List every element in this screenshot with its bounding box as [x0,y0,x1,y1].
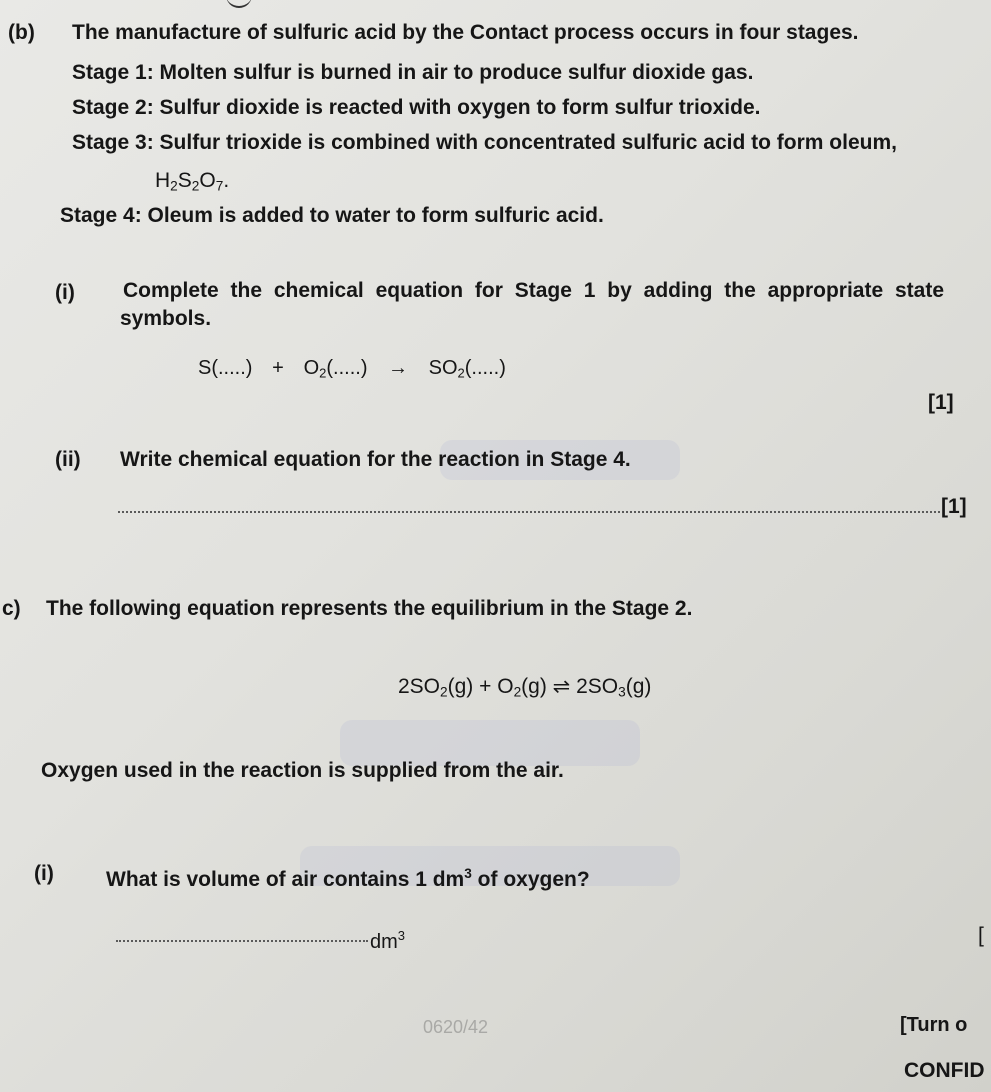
stage-4-name: Stage 4: [60,204,142,227]
eq-so2-n: 2 [457,365,465,381]
stage-4-text: Oleum is added to water to form sulfuric acid. [147,204,604,227]
stage-2-text: Sulfur dioxide is reacted with oxygen to form sulfur trioxide. [159,96,761,119]
page-edge-mark [226,0,252,8]
stage-1-name: Stage 1: [72,61,154,84]
answer-unit-sup: 3 [397,928,406,943]
formula-o: O [199,169,216,192]
confidential-label: CONFID [904,1059,985,1082]
q-b-i-marks: [1] [928,391,954,414]
q-b-i-text-after: by adding the appropriate state [607,279,945,302]
q-c-i-sup: 3 [464,866,472,881]
answer-line-c-i[interactable] [116,940,368,942]
stage-1 [72,60,753,86]
q-b-ii-text [120,447,631,473]
eq-oxygen-state: (.....) [326,357,368,379]
q-c-i-text-end: of oxygen? [477,868,590,892]
eq-oxygen: O [303,357,320,379]
eq-sulfur: S(.....) [198,357,253,379]
q-b-ii-text-main: Write chemical equation for the reaction in [120,448,545,471]
eq-c-equilibrium-arrow: ⇌ [552,675,571,698]
q-b-i-label: (i) [55,281,75,304]
part-b-label: (b) [8,21,35,44]
q-c-i-label: (i) [34,862,54,885]
paper-code: 0620/42 [423,1017,489,1037]
turn-over: [Turn o [900,1014,968,1036]
stage-3 [72,130,897,156]
stage2-equilibrium-equation [398,674,651,705]
eq-so2: SO [428,357,458,379]
part-c-text-main: The following equation represents the equilibrium in the [46,597,607,620]
q-c-i-text [106,861,590,893]
q-b-ii-text-bold: Stage 4. [550,448,631,471]
stage-3-text: Sulfur trioxide is combined with concentrated sulfuric acid to form oleum, [159,131,897,154]
eq-c-lhs-state: (g) + O [447,675,514,698]
eq-c-o2-n: 2 [513,684,522,700]
stage-1-text: Molten sulfur is burned in air to produce sulfur dioxide gas. [159,61,754,84]
eq-c-so2-n: 2 [440,684,448,700]
eq-so2-state: (.....) [464,357,506,379]
part-b-intro: The manufacture of sulfuric acid by the Contact process occurs in four stages. [72,21,859,44]
oleum-formula [155,168,229,199]
formula-h-n: 2 [170,178,178,194]
eq-c-so3-state: (g) [625,675,652,698]
q-b-i-text-before: Complete the chemical equation for [123,279,503,302]
q-c-i-text-main: What is volume of air contains 1 dm [106,868,465,892]
part-c-label: c) [2,597,21,620]
answer-unit-dm: dm [370,930,398,953]
formula-end: . [223,169,230,192]
stage1-equation [198,355,506,386]
stage-2-name: Stage 2: [72,96,154,119]
stage-2 [72,95,760,121]
answer-line-b-ii[interactable] [118,511,940,513]
eq-arrow: → [388,357,409,379]
answer-unit [370,923,405,955]
q-c-i-marks: [ [978,924,984,947]
formula-s: S [177,169,192,192]
formula-h: H [155,169,171,192]
stage-3-name: Stage 3: [72,131,154,154]
q-b-ii-label: (ii) [55,448,81,471]
q-b-i-text [123,278,944,304]
eq-c-so2: 2SO [398,675,441,698]
formula-s-n: 2 [191,178,200,194]
eq-plus: + [272,357,284,379]
stage-4 [60,203,604,229]
q-b-i-text-bold: Stage 1 [514,279,596,302]
part-c-text-bold: Stage 2. [611,597,693,620]
eq-c-so3-n: 3 [618,684,626,700]
formula-o-n: 7 [215,178,224,194]
eq-c-o2-state: (g) [521,675,547,698]
eq-c-so3: 2SO [576,675,619,698]
part-c-statement: Oxygen used in the reaction is supplied from the air. [41,759,564,782]
q-b-i-line2: symbols. [120,307,212,330]
eq-oxygen-n: 2 [319,365,327,381]
q-b-ii-marks: [1] [941,495,967,518]
part-c-text [46,596,692,622]
